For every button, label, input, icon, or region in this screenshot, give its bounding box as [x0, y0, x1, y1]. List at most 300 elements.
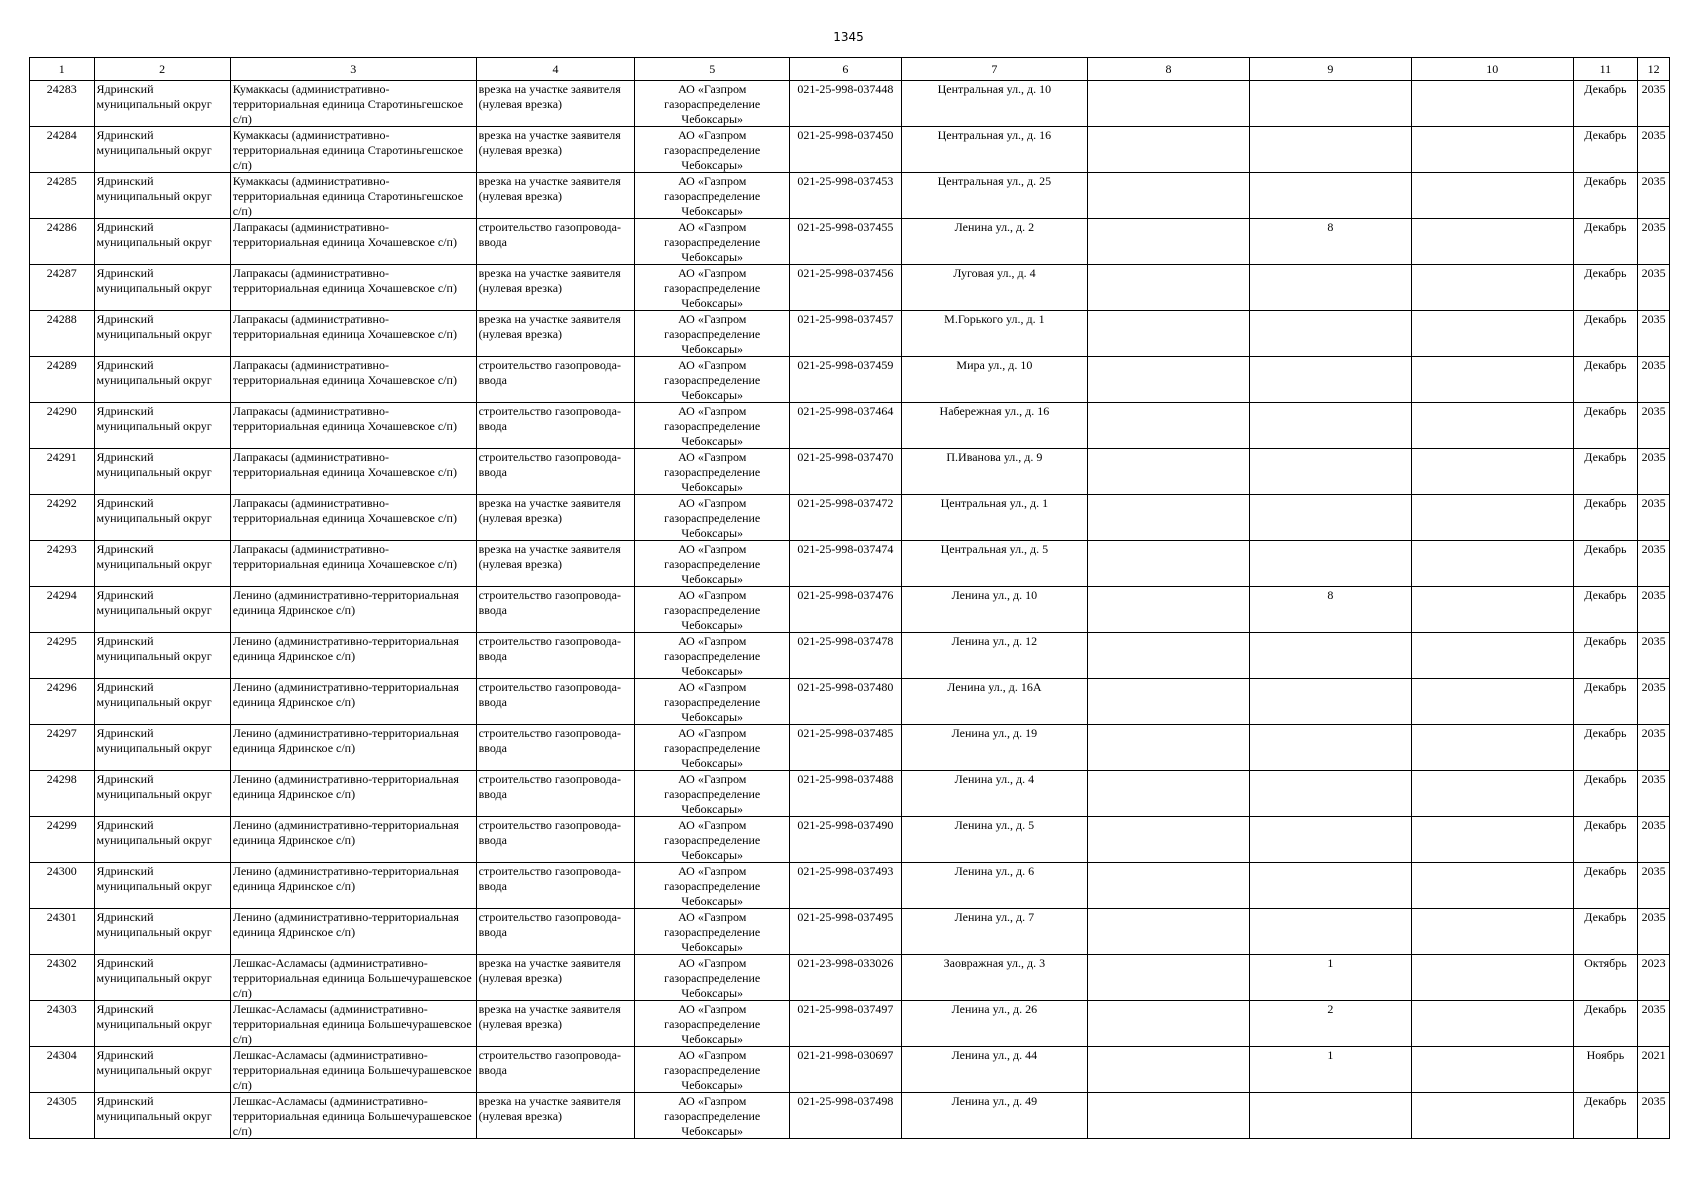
- cell-text: строительство газопровода-ввода: [478, 772, 621, 801]
- cell-month: [1573, 495, 1638, 541]
- table-body: [30, 81, 1670, 1139]
- cell-text: Декабрь: [1584, 1094, 1627, 1108]
- cell-municipality: [94, 1093, 230, 1139]
- cell-row-number: [30, 81, 95, 127]
- cell-text: [1414, 956, 1571, 1000]
- cell-text: Декабрь: [1584, 496, 1627, 510]
- cell-col-8: [1088, 265, 1250, 311]
- cell-address: [901, 909, 1087, 955]
- cell-text: 2035: [1641, 588, 1666, 602]
- cell-application-id: [790, 357, 902, 403]
- cell-text: [1414, 864, 1571, 908]
- cell-text: Набережная ул., д. 16: [939, 404, 1050, 418]
- cell-month: [1573, 587, 1638, 633]
- cell-work-type: [476, 403, 635, 449]
- cell-year: [1638, 817, 1670, 863]
- cell-text: Ленина ул., д. 26: [951, 1002, 1038, 1016]
- cell-work-type: [476, 357, 635, 403]
- table-row: [30, 1093, 1670, 1139]
- column-header-11: 11: [1573, 58, 1638, 81]
- cell-text: [1252, 266, 1409, 310]
- cell-settlement: [230, 771, 476, 817]
- cell-text: Декабрь: [1584, 266, 1627, 280]
- cell-col-8: [1088, 955, 1250, 1001]
- cell-settlement: [230, 357, 476, 403]
- cell-text: [1252, 680, 1409, 724]
- cell-organization: [635, 127, 790, 173]
- cell-col-10: [1411, 955, 1573, 1001]
- cell-year: [1638, 771, 1670, 817]
- cell-text: [1090, 726, 1247, 770]
- cell-col-10: [1411, 449, 1573, 495]
- cell-settlement: [230, 587, 476, 633]
- cell-text: Декабрь: [1584, 220, 1627, 234]
- cell-text: 24293: [46, 542, 77, 556]
- cell-settlement: [230, 1001, 476, 1047]
- cell-year: [1638, 633, 1670, 679]
- cell-settlement: [230, 495, 476, 541]
- cell-col-10: [1411, 863, 1573, 909]
- cell-col-10: [1411, 81, 1573, 127]
- cell-text: 021-25-998-037476: [797, 588, 894, 602]
- cell-text: 021-25-998-037455: [797, 220, 894, 234]
- cell-text: 021-25-998-037453: [797, 174, 894, 188]
- cell-col-8: [1088, 863, 1250, 909]
- cell-text: 021-25-998-037470: [797, 450, 894, 464]
- cell-col-9: [1249, 495, 1411, 541]
- cell-text: [1414, 726, 1571, 770]
- cell-settlement: [230, 909, 476, 955]
- cell-text: [1252, 404, 1409, 448]
- cell-year: [1638, 863, 1670, 909]
- cell-row-number: [30, 1001, 95, 1047]
- cell-text: АО «Газпром газораспределение Чебоксары»: [664, 312, 761, 356]
- cell-text: [1252, 634, 1409, 678]
- cell-municipality: [94, 1001, 230, 1047]
- cell-text: 021-25-998-037498: [797, 1094, 894, 1108]
- cell-text: [1252, 910, 1409, 954]
- cell-row-number: [30, 495, 95, 541]
- cell-text: Декабрь: [1584, 634, 1627, 648]
- data-table: [29, 57, 1670, 1139]
- cell-row-number: [30, 771, 95, 817]
- cell-application-id: [790, 1093, 902, 1139]
- cell-work-type: [476, 265, 635, 311]
- cell-application-id: [790, 955, 902, 1001]
- cell-text: 021-25-998-037493: [797, 864, 894, 878]
- cell-col-10: [1411, 219, 1573, 265]
- cell-application-id: [790, 633, 902, 679]
- table-row: [30, 725, 1670, 771]
- cell-text: 2035: [1641, 128, 1666, 142]
- cell-text: Ядринский муниципальный округ: [96, 818, 212, 847]
- cell-text: 24283: [46, 82, 77, 96]
- cell-text: врезка на участке заявителя (нулевая врезка): [478, 174, 621, 203]
- cell-text: [1252, 726, 1409, 770]
- cell-text: Луговая ул., д. 4: [953, 266, 1036, 280]
- cell-month: [1573, 127, 1638, 173]
- cell-col-8: [1088, 127, 1250, 173]
- cell-text: 24305: [46, 1094, 77, 1108]
- cell-work-type: [476, 1093, 635, 1139]
- cell-settlement: [230, 817, 476, 863]
- cell-address: [901, 587, 1087, 633]
- cell-address: [901, 541, 1087, 587]
- cell-text: [1090, 542, 1247, 586]
- cell-text: [1414, 496, 1571, 540]
- cell-application-id: [790, 863, 902, 909]
- cell-text: Ядринский муниципальный округ: [96, 956, 212, 985]
- cell-work-type: [476, 587, 635, 633]
- cell-col-10: [1411, 173, 1573, 219]
- cell-text: [1414, 1048, 1571, 1092]
- cell-municipality: [94, 771, 230, 817]
- cell-col-9: [1249, 311, 1411, 357]
- cell-text: 2035: [1641, 82, 1666, 96]
- cell-organization: [635, 219, 790, 265]
- cell-col-8: [1088, 725, 1250, 771]
- cell-text: [1414, 910, 1571, 954]
- cell-settlement: [230, 955, 476, 1001]
- cell-text: врезка на участке заявителя (нулевая врезка): [478, 128, 621, 157]
- cell-application-id: [790, 725, 902, 771]
- cell-settlement: [230, 219, 476, 265]
- cell-text: 2035: [1641, 266, 1666, 280]
- cell-col-8: [1088, 771, 1250, 817]
- column-header-7: 7: [901, 58, 1087, 81]
- cell-col-10: [1411, 541, 1573, 587]
- cell-year: [1638, 311, 1670, 357]
- table-row: [30, 311, 1670, 357]
- cell-text: 2035: [1641, 680, 1666, 694]
- cell-text: Ядринский муниципальный округ: [96, 496, 212, 525]
- cell-text: Лапракасы (административно-территориальная единица Хочашевское с/п): [232, 450, 457, 479]
- cell-text: Кумаккасы (административно-территориальная единица Старотиньгешское с/п): [232, 128, 464, 172]
- cell-address: [901, 1001, 1087, 1047]
- cell-row-number: [30, 127, 95, 173]
- cell-year: [1638, 127, 1670, 173]
- cell-col-9: [1249, 1001, 1411, 1047]
- cell-col-8: [1088, 173, 1250, 219]
- cell-year: [1638, 679, 1670, 725]
- cell-text: [1090, 864, 1247, 908]
- cell-month: [1573, 1093, 1638, 1139]
- cell-col-8: [1088, 909, 1250, 955]
- cell-text: 24285: [46, 174, 77, 188]
- cell-municipality: [94, 1047, 230, 1093]
- cell-text: [1252, 496, 1409, 540]
- cell-text: АО «Газпром газораспределение Чебоксары»: [664, 588, 761, 632]
- cell-address: [901, 771, 1087, 817]
- cell-col-10: [1411, 311, 1573, 357]
- cell-organization: [635, 1001, 790, 1047]
- table-header-row: [30, 58, 1670, 81]
- cell-text: 021-25-998-037448: [797, 82, 894, 96]
- cell-text: 021-25-998-037457: [797, 312, 894, 326]
- cell-text: 24302: [46, 956, 77, 970]
- cell-municipality: [94, 679, 230, 725]
- column-header-1: 1: [30, 58, 95, 81]
- cell-text: Ядринский муниципальный округ: [96, 1094, 212, 1123]
- cell-text: Декабрь: [1584, 542, 1627, 556]
- cell-text: Ленино (административно-территориальная единица Ядринское с/п): [232, 680, 459, 709]
- cell-address: [901, 265, 1087, 311]
- cell-text: 021-25-998-037464: [797, 404, 894, 418]
- cell-text: АО «Газпром газораспределение Чебоксары»: [664, 542, 761, 586]
- cell-text: строительство газопровода-ввода: [478, 634, 621, 663]
- cell-settlement: [230, 449, 476, 495]
- cell-text: Лапракасы (административно-территориальная единица Хочашевское с/п): [232, 542, 457, 571]
- cell-settlement: [230, 127, 476, 173]
- cell-col-10: [1411, 725, 1573, 771]
- table-row: [30, 1001, 1670, 1047]
- cell-year: [1638, 81, 1670, 127]
- cell-settlement: [230, 1093, 476, 1139]
- cell-year: [1638, 1001, 1670, 1047]
- cell-col-8: [1088, 633, 1250, 679]
- table-row: [30, 173, 1670, 219]
- cell-text: 021-25-998-037480: [797, 680, 894, 694]
- cell-address: [901, 81, 1087, 127]
- cell-col-8: [1088, 541, 1250, 587]
- cell-text: Кумаккасы (административно-территориальная единица Старотиньгешское с/п): [232, 82, 464, 126]
- cell-col-10: [1411, 127, 1573, 173]
- cell-text: [1090, 588, 1247, 632]
- cell-text: [1090, 772, 1247, 816]
- cell-text: [1414, 542, 1571, 586]
- column-header-4: 4: [476, 58, 635, 81]
- cell-address: [901, 219, 1087, 265]
- cell-text: Лапракасы (административно-территориальная единица Хочашевское с/п): [232, 220, 457, 249]
- cell-text: [1414, 220, 1571, 264]
- cell-organization: [635, 633, 790, 679]
- cell-text: Ленина ул., д. 49: [951, 1094, 1038, 1108]
- cell-text: Декабрь: [1584, 726, 1627, 740]
- cell-text: 1: [1327, 956, 1334, 970]
- cell-month: [1573, 633, 1638, 679]
- cell-col-9: [1249, 357, 1411, 403]
- cell-text: Центральная ул., д. 10: [937, 82, 1052, 96]
- column-header-10: 10: [1411, 58, 1573, 81]
- cell-text: [1090, 450, 1247, 494]
- cell-text: Ядринский муниципальный округ: [96, 864, 212, 893]
- cell-address: [901, 679, 1087, 725]
- cell-text: Ядринский муниципальный округ: [96, 450, 212, 479]
- cell-text: [1414, 1002, 1571, 1046]
- cell-row-number: [30, 1093, 95, 1139]
- cell-text: [1414, 772, 1571, 816]
- cell-work-type: [476, 679, 635, 725]
- cell-text: 2035: [1641, 358, 1666, 372]
- cell-col-9: [1249, 587, 1411, 633]
- cell-text: Ядринский муниципальный округ: [96, 1048, 212, 1077]
- cell-text: [1090, 404, 1247, 448]
- cell-work-type: [476, 1001, 635, 1047]
- cell-col-10: [1411, 403, 1573, 449]
- cell-settlement: [230, 863, 476, 909]
- cell-text: 24299: [46, 818, 77, 832]
- cell-application-id: [790, 771, 902, 817]
- cell-text: строительство газопровода-ввода: [478, 726, 621, 755]
- cell-text: Ленина ул., д. 4: [954, 772, 1035, 786]
- cell-address: [901, 1047, 1087, 1093]
- table-row: [30, 81, 1670, 127]
- cell-text: 2035: [1641, 496, 1666, 510]
- cell-text: 24300: [46, 864, 77, 878]
- table-row: [30, 403, 1670, 449]
- cell-work-type: [476, 1047, 635, 1093]
- cell-address: [901, 449, 1087, 495]
- cell-text: [1090, 680, 1247, 724]
- table-row: [30, 265, 1670, 311]
- table-row: [30, 587, 1670, 633]
- column-header-12: 12: [1638, 58, 1670, 81]
- cell-text: Центральная ул., д. 5: [940, 542, 1049, 556]
- cell-application-id: [790, 449, 902, 495]
- cell-col-8: [1088, 81, 1250, 127]
- cell-text: 24298: [46, 772, 77, 786]
- cell-municipality: [94, 403, 230, 449]
- cell-application-id: [790, 1001, 902, 1047]
- cell-work-type: [476, 81, 635, 127]
- cell-text: 24295: [46, 634, 77, 648]
- cell-col-10: [1411, 587, 1573, 633]
- cell-text: АО «Газпром газораспределение Чебоксары»: [664, 680, 761, 724]
- cell-text: [1252, 450, 1409, 494]
- cell-text: Декабрь: [1584, 312, 1627, 326]
- column-header-8: 8: [1088, 58, 1250, 81]
- cell-col-9: [1249, 909, 1411, 955]
- cell-text: 24296: [46, 680, 77, 694]
- cell-text: [1252, 818, 1409, 862]
- cell-year: [1638, 495, 1670, 541]
- cell-text: Ядринский муниципальный округ: [96, 358, 212, 387]
- cell-address: [901, 495, 1087, 541]
- cell-text: 2021: [1641, 1048, 1666, 1062]
- cell-text: [1090, 634, 1247, 678]
- cell-text: Декабрь: [1584, 1002, 1627, 1016]
- cell-month: [1573, 771, 1638, 817]
- cell-col-8: [1088, 1001, 1250, 1047]
- cell-municipality: [94, 863, 230, 909]
- cell-text: [1414, 450, 1571, 494]
- cell-address: [901, 817, 1087, 863]
- cell-col-10: [1411, 1047, 1573, 1093]
- cell-text: строительство газопровода-ввода: [478, 404, 621, 433]
- cell-work-type: [476, 955, 635, 1001]
- cell-col-9: [1249, 633, 1411, 679]
- cell-address: [901, 357, 1087, 403]
- cell-organization: [635, 265, 790, 311]
- cell-text: АО «Газпром газораспределение Чебоксары»: [664, 266, 761, 310]
- cell-organization: [635, 541, 790, 587]
- cell-organization: [635, 817, 790, 863]
- cell-text: врезка на участке заявителя (нулевая врезка): [478, 542, 621, 571]
- cell-year: [1638, 587, 1670, 633]
- cell-col-9: [1249, 81, 1411, 127]
- cell-month: [1573, 357, 1638, 403]
- cell-text: Ядринский муниципальный округ: [96, 220, 212, 249]
- cell-work-type: [476, 541, 635, 587]
- cell-month: [1573, 955, 1638, 1001]
- cell-organization: [635, 449, 790, 495]
- cell-text: [1252, 358, 1409, 402]
- column-header-5: 5: [635, 58, 790, 81]
- cell-year: [1638, 357, 1670, 403]
- cell-text: Ядринский муниципальный округ: [96, 404, 212, 433]
- cell-text: 2035: [1641, 818, 1666, 832]
- cell-organization: [635, 81, 790, 127]
- cell-col-10: [1411, 357, 1573, 403]
- cell-text: врезка на участке заявителя (нулевая врезка): [478, 82, 621, 111]
- cell-text: Декабрь: [1584, 588, 1627, 602]
- cell-municipality: [94, 633, 230, 679]
- cell-municipality: [94, 541, 230, 587]
- cell-text: 24284: [46, 128, 77, 142]
- cell-text: 2035: [1641, 1002, 1666, 1016]
- cell-organization: [635, 311, 790, 357]
- column-header-6: 6: [790, 58, 902, 81]
- cell-address: [901, 311, 1087, 357]
- cell-organization: [635, 955, 790, 1001]
- cell-text: Ленино (административно-территориальная единица Ядринское с/п): [232, 818, 459, 847]
- cell-row-number: [30, 817, 95, 863]
- cell-text: Лапракасы (административно-территориальная единица Хочашевское с/п): [232, 312, 457, 341]
- cell-text: строительство газопровода-ввода: [478, 588, 621, 617]
- cell-text: [1090, 128, 1247, 172]
- cell-text: Ленина ул., д. 6: [954, 864, 1035, 878]
- cell-text: 24301: [46, 910, 77, 924]
- cell-text: АО «Газпром газораспределение Чебоксары»: [664, 220, 761, 264]
- table-row: [30, 955, 1670, 1001]
- cell-text: врезка на участке заявителя (нулевая врезка): [478, 496, 621, 525]
- cell-month: [1573, 81, 1638, 127]
- cell-text: АО «Газпром газораспределение Чебоксары»: [664, 404, 761, 448]
- cell-col-10: [1411, 1093, 1573, 1139]
- cell-text: Лешкас-Асламасы (административно-территориальная единица Большечурашевское с/п): [232, 1048, 472, 1092]
- cell-text: Ленина ул., д. 5: [954, 818, 1035, 832]
- cell-text: АО «Газпром газораспределение Чебоксары»: [664, 726, 761, 770]
- cell-text: АО «Газпром газораспределение Чебоксары»: [664, 1048, 761, 1092]
- cell-text: 8: [1327, 220, 1334, 234]
- cell-text: Центральная ул., д. 25: [937, 174, 1052, 188]
- cell-text: П.Иванова ул., д. 9: [946, 450, 1043, 464]
- cell-work-type: [476, 909, 635, 955]
- cell-row-number: [30, 955, 95, 1001]
- cell-text: врезка на участке заявителя (нулевая врезка): [478, 312, 621, 341]
- cell-settlement: [230, 403, 476, 449]
- cell-text: строительство газопровода-ввода: [478, 358, 621, 387]
- cell-address: [901, 725, 1087, 771]
- cell-col-9: [1249, 771, 1411, 817]
- cell-text: АО «Газпром газораспределение Чебоксары»: [664, 450, 761, 494]
- cell-text: 021-25-998-037485: [797, 726, 894, 740]
- table-row: [30, 357, 1670, 403]
- cell-municipality: [94, 587, 230, 633]
- cell-col-8: [1088, 495, 1250, 541]
- cell-application-id: [790, 81, 902, 127]
- cell-col-9: [1249, 173, 1411, 219]
- cell-text: АО «Газпром газораспределение Чебоксары»: [664, 82, 761, 126]
- cell-row-number: [30, 449, 95, 495]
- cell-municipality: [94, 449, 230, 495]
- cell-text: 24286: [46, 220, 77, 234]
- cell-col-9: [1249, 955, 1411, 1001]
- cell-settlement: [230, 725, 476, 771]
- cell-text: [1090, 496, 1247, 540]
- cell-address: [901, 955, 1087, 1001]
- cell-text: [1090, 1002, 1247, 1046]
